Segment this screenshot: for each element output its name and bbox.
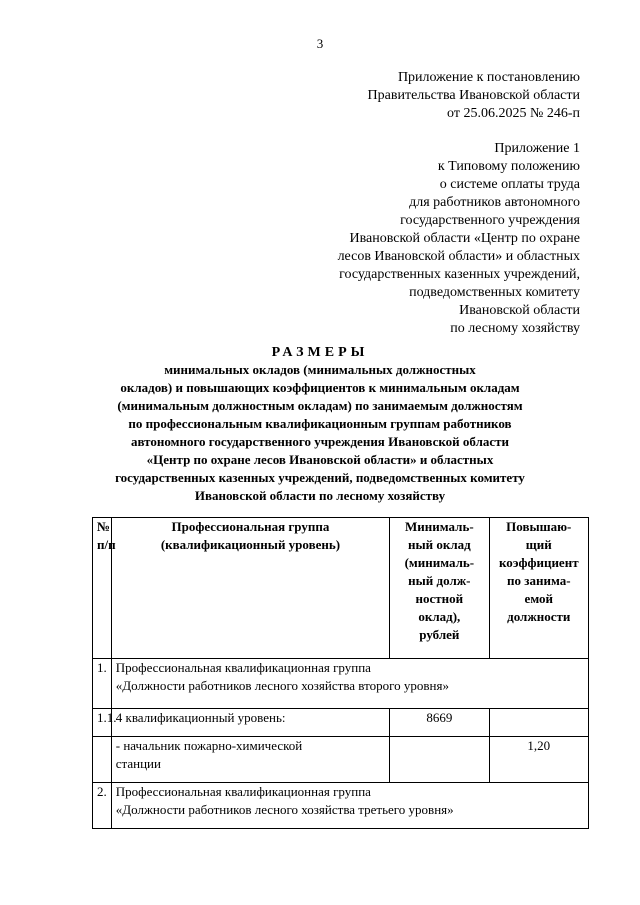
- table-row: [93, 659, 589, 709]
- subtitle-line: минимальных окладов (минимальных должностных: [164, 362, 476, 377]
- row-num: 1.: [93, 659, 112, 709]
- table-row: [93, 737, 589, 783]
- annex-1-line: государственных казенных учреждений,: [339, 267, 580, 282]
- header-group-line: Профессиональная группа: [171, 519, 330, 534]
- header-num-line: №: [97, 519, 111, 534]
- table-row: [93, 783, 589, 829]
- header-coef-line: щий: [525, 537, 552, 552]
- subtitle-line: «Центр по охране лесов Ивановской области» и областных: [146, 452, 494, 467]
- annex-header: [368, 69, 580, 123]
- annex-1-line: о системе оплаты труда: [439, 177, 580, 192]
- row-group-line: Профессиональная квалификационная группа: [115, 660, 371, 675]
- document-subtitle: [0, 361, 640, 505]
- header-salary-line: Минималь-: [405, 519, 474, 534]
- header-coef-line: коэффициент: [498, 555, 579, 570]
- row-coef: 1,20: [489, 737, 588, 783]
- row-coef: [489, 709, 588, 737]
- subtitle-line: окладов) и повышающих коэффициентов к минимальным окладам: [120, 380, 520, 395]
- row-num: [93, 737, 112, 783]
- header-salary-line: ный долж-: [408, 573, 471, 588]
- header-salary-line: оклад),: [418, 609, 461, 624]
- row-group-line: - начальник пожарно-химической: [115, 738, 303, 753]
- row-group: [111, 783, 588, 829]
- header-group: [111, 518, 389, 659]
- header-coef-line: емой: [524, 591, 553, 606]
- table-row: [93, 709, 589, 737]
- row-group: [111, 709, 389, 737]
- row-group-line: «Должности работников лесного хозяйства третьего уровня»: [115, 802, 454, 817]
- row-group: [111, 659, 588, 709]
- subtitle-line: государственных казенных учреждений, подведомственных комитету: [115, 470, 525, 485]
- subtitle-line: автономного государственного учреждения Ивановской области: [130, 434, 510, 449]
- annex-1-block: [338, 140, 580, 338]
- annex-1-line: лесов Ивановской области» и областных: [337, 249, 580, 264]
- subtitle-line: Ивановской области по лесному хозяйству: [194, 488, 446, 503]
- header-salary-line: (минималь-: [404, 555, 475, 570]
- header-coef-line: Повышаю-: [506, 519, 572, 534]
- page-number: 3: [316, 36, 324, 51]
- annex-1-line: подведомственных комитету: [409, 285, 580, 300]
- row-group-line: «Должности работников лесного хозяйства второго уровня»: [115, 678, 449, 693]
- annex-1-line: по лесному хозяйству: [450, 321, 580, 336]
- annex-1-line: к Типовому положению: [437, 159, 580, 174]
- header-num-line: п/п: [97, 537, 116, 552]
- table-header-row: [93, 518, 589, 659]
- header-coef: [489, 518, 588, 659]
- header-salary-line: ный оклад: [407, 537, 471, 552]
- header-salary-line: ностной: [415, 591, 464, 606]
- annex-1-line: Приложение 1: [494, 141, 580, 156]
- row-num: 2.: [93, 783, 112, 829]
- annex-1-line: Ивановской области: [459, 303, 580, 318]
- annex-1-line: для работников автономного: [409, 195, 580, 210]
- header-coef-line: должности: [507, 609, 571, 624]
- annex-1-line: государственного учреждения: [400, 213, 580, 228]
- header-coef-line: по занима-: [507, 573, 571, 588]
- row-group: [111, 737, 389, 783]
- annex-header-line: Правительства Ивановской области: [367, 88, 580, 103]
- header-salary-line: рублей: [419, 627, 460, 642]
- header-num: [93, 518, 116, 659]
- row-salary: [390, 737, 489, 783]
- row-group-line: станции: [115, 756, 161, 771]
- header-salary: [390, 518, 489, 659]
- row-num: 1.1.: [93, 709, 112, 737]
- row-group-line: 4 квалификационный уровень:: [115, 710, 286, 725]
- row-salary: 8669: [390, 709, 489, 737]
- header-group-line: (квалификационный уровень): [160, 537, 341, 552]
- annex-1-line: Ивановской области «Центр по охране: [349, 231, 580, 246]
- document-title: РАЗМЕРЫ: [271, 345, 369, 360]
- salary-table: [92, 517, 589, 829]
- subtitle-line: (минимальным должностным окладам) по занимаемым должностям: [117, 398, 523, 413]
- row-group-line: Профессиональная квалификационная группа: [115, 784, 371, 799]
- annex-header-line: Приложение к постановлению: [397, 70, 580, 85]
- subtitle-line: по профессиональным квалификационным группам работников: [128, 416, 512, 431]
- annex-header-line: от 25.06.2025 № 246-п: [447, 106, 580, 121]
